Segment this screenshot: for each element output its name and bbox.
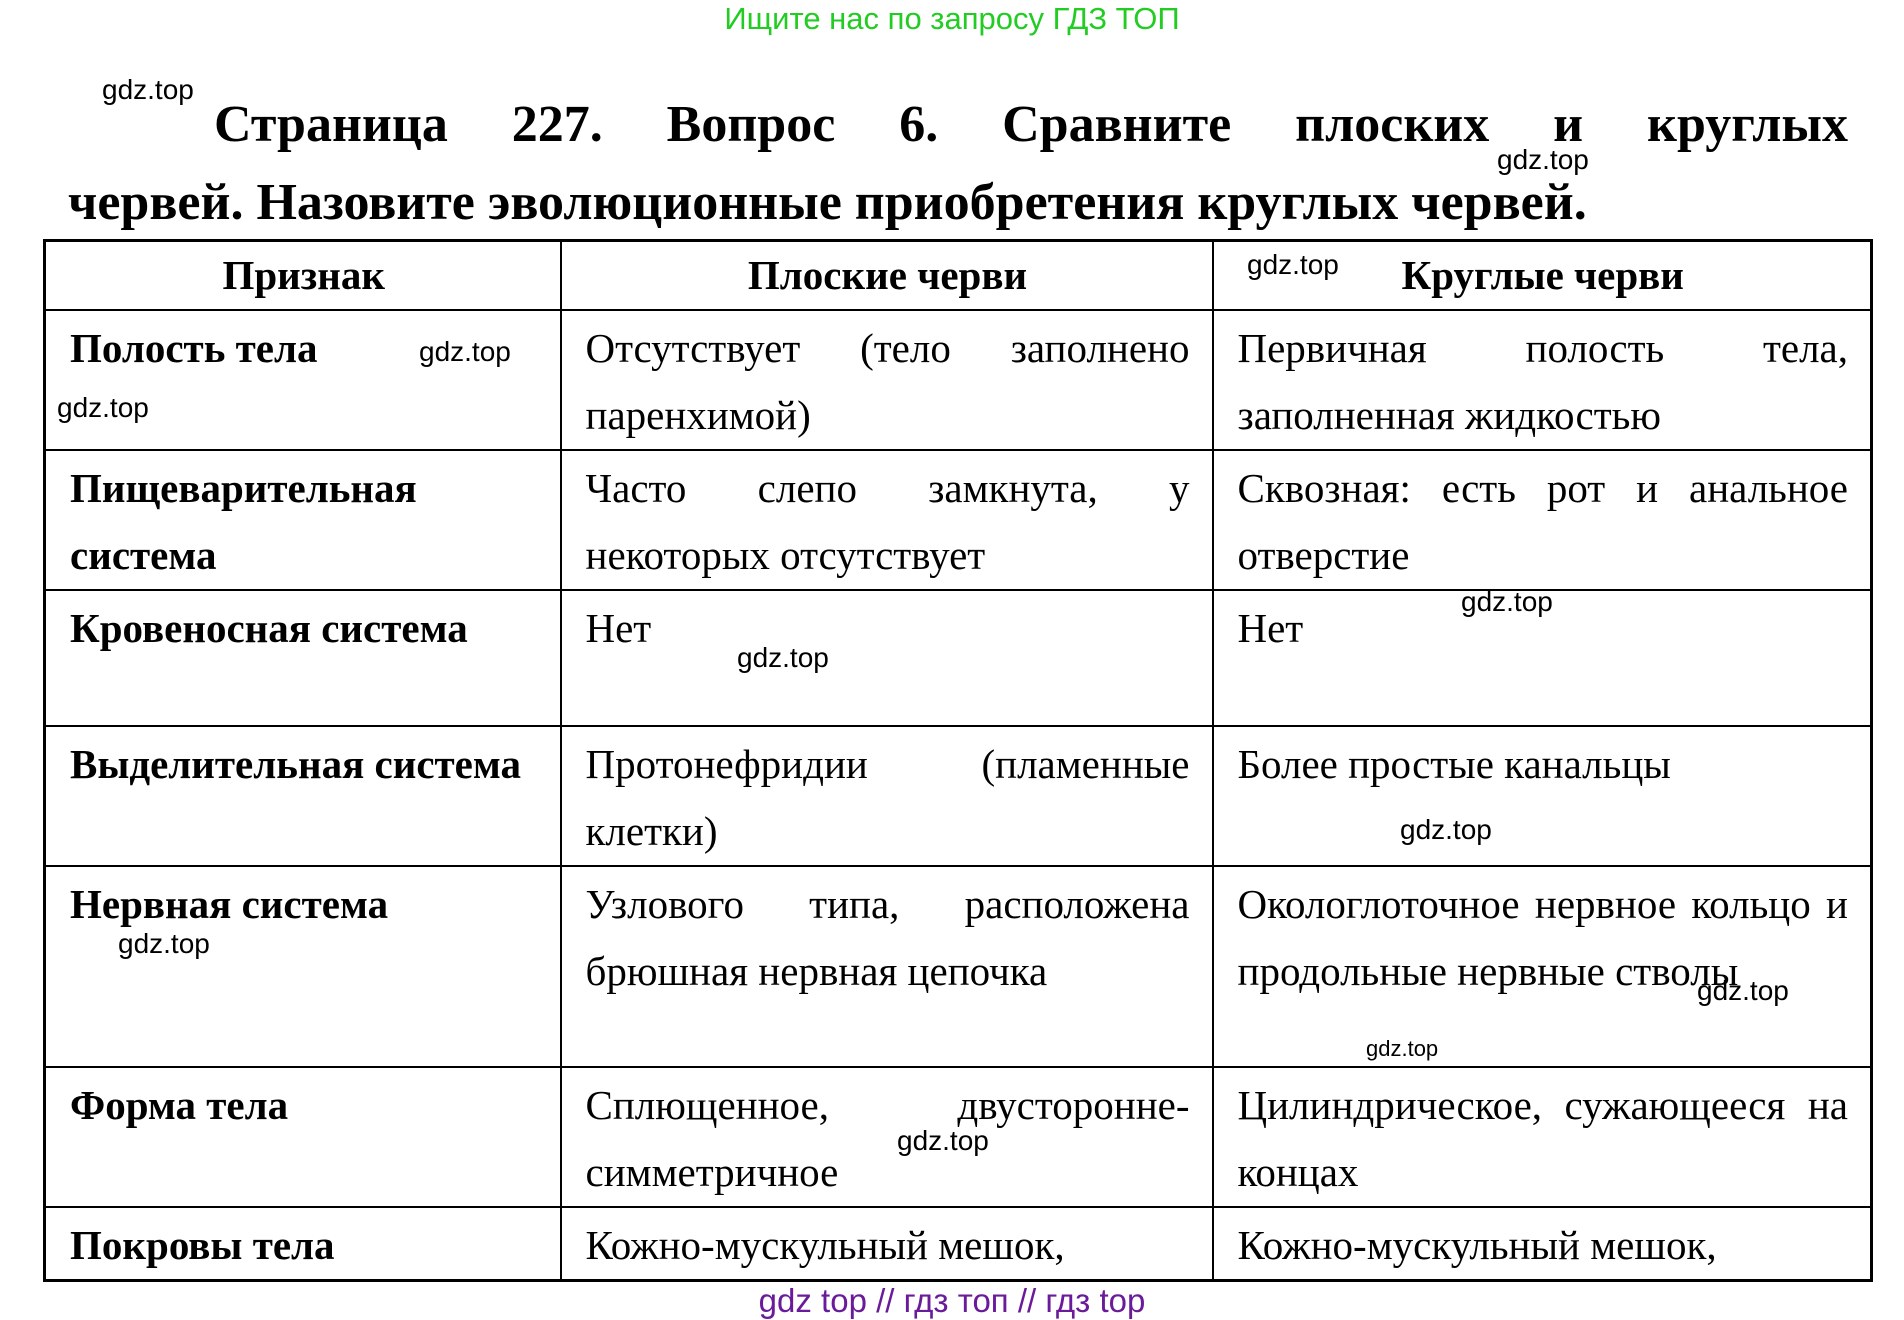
watermark: gdz.top	[118, 928, 210, 959]
watermark: gdz.top	[1366, 1036, 1439, 1061]
flatworm-cell: Отсутствует (тело заполнено паренхимой)	[561, 310, 1213, 450]
table-row	[45, 310, 1872, 450]
title-line-2: червей. Назовите эволюционные приобретения круглых червей.	[68, 174, 1587, 231]
flatworm-cell: Кожно-мускульный мешок,	[561, 1207, 1213, 1281]
roundworm-cell: Цилиндрическое, сужающееся на концах	[1213, 1067, 1872, 1207]
flatworm-cell: Сплющенное, двусторонне-симметричное	[561, 1067, 1213, 1207]
watermark: gdz.top	[57, 392, 149, 423]
flatworm-cell: Узлового типа, расположена брюшная нервная цепочка	[561, 866, 1213, 1067]
table-row	[45, 590, 1872, 726]
table-header-row	[45, 241, 1872, 311]
feature-cell: Форма тела	[45, 1067, 561, 1207]
watermark: gdz.top	[1247, 249, 1339, 280]
table-row	[45, 866, 1872, 1067]
feature-cell: Кровеносная система	[45, 590, 561, 726]
watermark: gdz.top	[1461, 586, 1553, 617]
title-line-1: Страница 227. Вопрос 6. Сравните плоских и круглых	[214, 96, 1848, 153]
flatworm-cell: Часто слепо замкнута, у некоторых отсутствует	[561, 450, 1213, 590]
feature-cell: Выделительная система	[45, 726, 561, 866]
search-banner: Ищите нас по запросу ГДЗ ТОП	[724, 1, 1180, 36]
table-row	[45, 726, 1872, 866]
feature-cell: Полость тела	[45, 310, 561, 450]
roundworm-cell: Сквозная: есть рот и анальное отверстие	[1213, 450, 1872, 590]
table-row	[45, 1207, 1872, 1281]
flatworm-cell: Нет	[561, 590, 1213, 726]
feature-cell: Покровы тела	[45, 1207, 561, 1281]
roundworm-cell: Нет	[1213, 590, 1872, 726]
watermark: gdz.top	[1400, 814, 1492, 845]
watermark: gdz.top	[1697, 975, 1789, 1006]
roundworm-cell: Кожно-мускульный мешок,	[1213, 1207, 1872, 1281]
feature-cell: Пищеварительная система	[45, 450, 561, 590]
watermark: gdz.top	[737, 642, 829, 673]
feature-cell: Нервная система	[45, 866, 561, 1067]
watermark: gdz.top	[419, 336, 511, 367]
roundworm-cell: Окологлоточное нервное кольцо и продольные нервные стволы	[1213, 866, 1872, 1067]
watermark: gdz.top	[102, 74, 194, 105]
header-flatworms: Плоские черви	[561, 241, 1213, 311]
watermark: gdz.top	[897, 1125, 989, 1156]
footer-links: gdz top // гдз топ // гдз top	[758, 1282, 1146, 1319]
flatworm-cell: Протонефридии (пламенные клетки)	[561, 726, 1213, 866]
header-feature: Признак	[45, 241, 561, 311]
table-row	[45, 450, 1872, 590]
header-roundworms: Круглые черви	[1213, 241, 1872, 311]
roundworm-cell: Более простые канальцы	[1213, 726, 1872, 866]
watermark: gdz.top	[1497, 144, 1589, 175]
roundworm-cell: Первичная полость тела, заполненная жидкостью	[1213, 310, 1872, 450]
